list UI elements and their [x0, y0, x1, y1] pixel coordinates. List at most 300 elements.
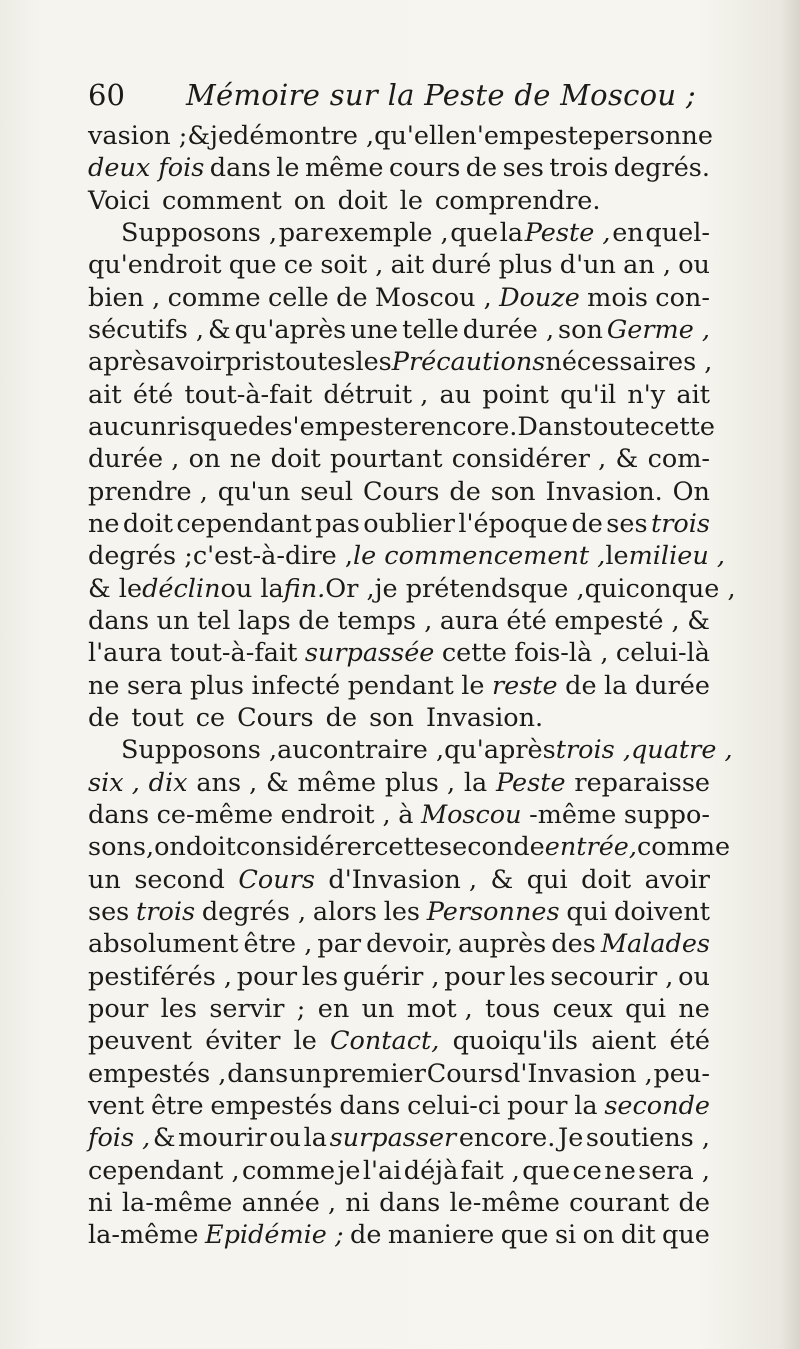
word: qu'un	[217, 476, 291, 507]
word: toute	[582, 411, 650, 442]
word: telle	[402, 314, 459, 345]
word: de	[565, 670, 597, 701]
word: on	[293, 185, 326, 216]
word: au	[439, 379, 472, 410]
text-line	[88, 928, 710, 960]
text-line	[88, 1025, 710, 1057]
word: son	[558, 314, 603, 345]
word: vent	[88, 1090, 145, 1121]
word: contraire ,	[308, 735, 445, 766]
word: pour	[236, 961, 298, 992]
word: ne	[604, 1155, 636, 1186]
italic-word: Germe ,	[606, 314, 710, 345]
word: ou	[678, 961, 710, 992]
word: peu-	[653, 1058, 710, 1089]
running-title: Mémoire sur la Peste de Moscou ;	[186, 78, 696, 112]
word: plus	[498, 250, 553, 281]
text-line	[88, 1058, 710, 1090]
body-text	[88, 120, 736, 1251]
word: les	[383, 896, 421, 927]
word: endroit ,	[280, 799, 391, 830]
italic-word: Malades	[600, 929, 710, 960]
word: &	[152, 1123, 176, 1154]
word: On	[672, 476, 710, 507]
word: cette	[649, 411, 715, 442]
text-line	[88, 540, 725, 572]
word: de	[465, 153, 498, 184]
word: des	[551, 929, 596, 960]
word: &	[266, 767, 289, 798]
italic-word: Contact,	[330, 1026, 440, 1057]
word: de	[336, 282, 368, 313]
word: auprès	[457, 929, 547, 960]
word: aucun	[88, 411, 167, 442]
word: ait	[88, 379, 122, 410]
word: les	[509, 961, 546, 992]
word: dans	[88, 605, 150, 636]
word: même	[304, 153, 384, 184]
text-line	[88, 346, 713, 378]
word: sera	[126, 670, 183, 701]
word: mot ,	[406, 993, 473, 1024]
word: sera ,	[638, 1155, 710, 1186]
word: considérer ,	[451, 444, 607, 475]
word: la	[574, 1090, 598, 1121]
word: aient	[591, 1026, 657, 1057]
word: être ,	[243, 929, 313, 960]
word: durée ,	[88, 444, 180, 475]
word: l'ai	[362, 1155, 402, 1186]
word: dans	[209, 153, 271, 184]
word: son	[490, 476, 536, 507]
word: courant	[569, 1187, 670, 1218]
word: tout	[131, 702, 184, 733]
word: vasion ;	[88, 121, 188, 151]
word: éviter	[205, 1026, 281, 1057]
word: &	[687, 605, 710, 636]
italic-word: Cours	[238, 864, 315, 895]
word: déjà	[403, 1155, 459, 1186]
word: sons,	[88, 832, 155, 863]
word: ceux	[552, 993, 613, 1024]
italic-word: trois	[136, 896, 196, 927]
word: doit	[270, 444, 321, 475]
word: ne	[678, 993, 710, 1024]
word: oublier	[363, 508, 455, 539]
word: par	[317, 929, 362, 960]
word: que	[522, 1155, 571, 1186]
word: le	[293, 1026, 317, 1057]
word: pas	[315, 508, 360, 539]
word: Moscou ,	[374, 282, 492, 313]
word: mourir	[178, 1123, 267, 1154]
word: de	[298, 605, 330, 636]
text-line	[88, 1090, 710, 1122]
word: qui	[566, 896, 608, 927]
text-line	[88, 896, 710, 928]
text-line	[88, 314, 710, 346]
word: com-	[647, 444, 710, 475]
word: seconde	[439, 832, 545, 863]
word: tel	[196, 605, 231, 636]
word: prendre ,	[88, 476, 208, 507]
word: Supposons ,	[121, 217, 278, 248]
word: s'empester	[279, 411, 421, 442]
word: qu'endroit	[88, 250, 222, 281]
word: ou	[678, 250, 710, 281]
word: en	[317, 993, 350, 1024]
italic-word: fin.	[283, 573, 326, 604]
word: degrés.	[613, 153, 710, 184]
word: une	[350, 314, 399, 345]
word: le-même	[449, 1187, 560, 1218]
text-line	[88, 411, 715, 443]
word: la-même	[121, 1187, 233, 1218]
word: comme	[637, 832, 731, 863]
word: second	[134, 864, 225, 895]
word: & le	[88, 573, 143, 604]
word: de	[350, 1220, 382, 1251]
word: que	[662, 1220, 710, 1251]
word: &	[187, 121, 211, 151]
word: Je	[557, 1123, 584, 1154]
word: ce	[572, 1155, 602, 1186]
word: durée ,	[462, 314, 555, 345]
word: encore.	[420, 411, 518, 442]
word: bien ,	[88, 282, 161, 313]
word: ait	[676, 379, 710, 410]
word: de	[325, 702, 358, 733]
word: doit	[337, 185, 388, 216]
italic-word: Personnes	[426, 896, 560, 927]
word: Invasion.	[545, 476, 663, 507]
word: dans	[339, 1090, 401, 1121]
word: pris	[225, 347, 275, 378]
word: de	[571, 508, 603, 539]
word: duré	[431, 250, 492, 281]
word: empestés	[210, 1090, 333, 1121]
italic-word: Douze	[499, 282, 580, 313]
word: l'époque	[458, 508, 569, 539]
word: an ,	[623, 250, 671, 281]
text-line	[88, 993, 710, 1025]
word: même	[297, 767, 377, 798]
word: je	[210, 121, 234, 151]
word: qu'après	[234, 314, 347, 345]
italic-word: surpasser	[329, 1123, 457, 1154]
text-line	[88, 217, 710, 249]
word: la	[463, 767, 488, 798]
italic-word: quatre ,	[630, 735, 733, 766]
word: être	[150, 1090, 204, 1121]
word: Dans	[517, 411, 583, 442]
word: quel-	[645, 217, 710, 248]
italic-word: Précautions	[391, 347, 546, 378]
word: toutes	[274, 347, 356, 378]
italic-word: surpassée	[304, 638, 435, 669]
word: secourir ,	[550, 961, 674, 992]
text-line	[88, 1122, 710, 1154]
italic-word: Peste	[496, 767, 566, 798]
word: risque	[166, 411, 249, 442]
word: de	[248, 411, 280, 442]
word: considérer	[235, 832, 375, 863]
word: cette	[374, 832, 440, 863]
word: Supposons ,	[121, 735, 278, 766]
word: cours	[388, 153, 461, 184]
word: de	[88, 702, 120, 733]
word: &	[615, 444, 639, 475]
word: sécutifs ,	[88, 314, 205, 345]
word: année ,	[241, 1187, 337, 1218]
word: temps ,	[337, 605, 433, 636]
word: par	[278, 217, 323, 248]
word: pestiférés ,	[88, 961, 233, 992]
italic-word: Epidémie ;	[204, 1220, 344, 1251]
word: tous	[485, 993, 541, 1024]
word: absolument	[88, 929, 239, 960]
word: je prétends	[374, 573, 521, 604]
word: Cours	[426, 1058, 504, 1089]
word: celui-là	[615, 638, 710, 669]
word: dans	[379, 1187, 441, 1218]
word: ni	[345, 1187, 370, 1218]
word: tout-à-fait	[184, 379, 313, 410]
word: qu'après	[444, 735, 556, 766]
word: un	[156, 605, 190, 636]
word: peuvent	[88, 1026, 193, 1057]
word: ce	[195, 702, 226, 733]
word: un	[361, 993, 395, 1024]
word: avoir	[159, 347, 226, 378]
word: on	[582, 1220, 615, 1251]
word: cependant ,	[88, 1155, 240, 1186]
word: celle	[268, 282, 329, 313]
word: comme	[242, 1155, 336, 1186]
word: un	[289, 1058, 322, 1089]
word: les	[160, 993, 197, 1024]
word: Or ,	[325, 573, 375, 604]
word: d'Invasion ,	[504, 1058, 653, 1089]
word: alors	[312, 896, 377, 927]
text-line	[88, 831, 731, 863]
text-line	[88, 637, 710, 669]
text-line	[88, 734, 733, 766]
text-line	[88, 1187, 710, 1219]
word: ;	[296, 993, 306, 1024]
word: plus	[190, 670, 245, 701]
word: Cours	[237, 702, 314, 733]
italic-word: dix	[148, 767, 188, 798]
word: Cours	[362, 476, 440, 507]
word: qui	[625, 993, 667, 1024]
word: on	[154, 832, 186, 863]
word: la-même	[88, 1220, 199, 1251]
word: durée	[634, 670, 710, 701]
italic-word: trois	[650, 508, 710, 539]
word: le	[276, 153, 300, 184]
word: point	[482, 379, 549, 410]
word: comprendre.	[434, 185, 601, 216]
text-line	[88, 379, 710, 411]
word: dans	[88, 799, 150, 830]
word: que	[500, 1220, 549, 1251]
word: empestés ,	[88, 1058, 227, 1089]
word: ou la	[220, 573, 284, 604]
word: seul	[300, 476, 354, 507]
text-line	[88, 282, 710, 314]
text-line	[88, 767, 710, 799]
italic-word: entrée,	[544, 832, 637, 863]
word: aura	[439, 605, 499, 636]
word: doit	[185, 832, 236, 863]
word: démontre ,	[233, 121, 375, 151]
word: exemple ,	[324, 217, 449, 248]
word: l'aura	[88, 638, 163, 669]
word: le	[461, 670, 485, 701]
word: ou	[269, 1123, 302, 1154]
word: laps	[237, 605, 291, 636]
word: ne	[88, 508, 120, 539]
text-line	[88, 961, 710, 993]
italic-word: Moscou	[420, 799, 522, 830]
italic-word: fois ,	[88, 1123, 151, 1154]
word: &	[490, 864, 514, 895]
word: ses	[606, 508, 648, 539]
italic-word: deux fois	[88, 153, 205, 184]
word: trois	[549, 153, 609, 184]
word: que ,	[520, 573, 585, 604]
word: ses	[88, 896, 130, 927]
word: empesté ,	[554, 605, 680, 636]
text-line	[88, 799, 710, 831]
word: devoir,	[366, 929, 453, 960]
word: fois-là ,	[514, 638, 609, 669]
word: la	[604, 670, 628, 701]
word: après	[88, 347, 160, 378]
word: pendant	[347, 670, 454, 701]
text-line	[88, 476, 710, 508]
italic-word: trois ,	[555, 735, 631, 766]
word: mois	[587, 282, 648, 313]
text-line	[88, 573, 736, 605]
word: de	[678, 1187, 710, 1218]
word: personne	[592, 121, 713, 151]
word: les	[301, 961, 339, 992]
word: ni	[88, 1187, 113, 1218]
word: ce	[283, 250, 314, 281]
text-line	[88, 508, 710, 540]
text-line	[88, 864, 710, 896]
word: si	[554, 1220, 577, 1251]
word: soit ,	[320, 250, 384, 281]
italic-word: le commencement ,	[352, 541, 606, 572]
text-line	[88, 1219, 710, 1251]
word: que	[228, 250, 277, 281]
word: degrés ,	[201, 896, 307, 927]
word: que	[450, 217, 499, 248]
word: suppo-	[623, 799, 710, 830]
italic-word: déclin	[142, 573, 221, 604]
word: premier	[322, 1058, 426, 1089]
word: le	[399, 185, 423, 216]
text-line	[88, 670, 710, 702]
word: été	[132, 379, 174, 410]
word: ne	[229, 444, 262, 475]
text-line	[88, 152, 710, 184]
word: infecté	[251, 670, 341, 701]
word: fait ,	[460, 1155, 520, 1186]
word: reparaisse	[574, 767, 710, 798]
word: degrés ;	[88, 541, 193, 572]
word: comme	[167, 282, 261, 313]
word: soutiens ,	[585, 1123, 710, 1154]
word: c'est-à-dire ,	[192, 541, 353, 572]
word: doit	[581, 864, 632, 895]
word: un	[88, 864, 121, 895]
word: plus ,	[384, 767, 456, 798]
word: con-	[655, 282, 710, 313]
word: &	[207, 314, 231, 345]
word: encore.	[458, 1123, 556, 1154]
word: au	[277, 735, 309, 766]
text-line	[88, 605, 710, 637]
word: la	[303, 1123, 327, 1154]
word: dit	[620, 1220, 656, 1251]
word: celui-ci	[407, 1090, 501, 1121]
word: qui	[526, 864, 568, 895]
word: été	[669, 1026, 710, 1057]
word: Voici	[88, 185, 151, 216]
italic-word: reste	[491, 670, 558, 701]
word: la	[499, 217, 524, 248]
word: cette	[441, 638, 507, 669]
word: ne	[88, 670, 120, 701]
word: n'empeste	[460, 121, 593, 151]
word: d'Invasion ,	[328, 864, 478, 895]
word: maniere	[387, 1220, 495, 1251]
word: pour	[444, 961, 505, 992]
word: ses	[502, 153, 544, 184]
word: ce-même	[156, 799, 274, 830]
word: de	[449, 476, 481, 507]
word: nécessaires ,	[545, 347, 713, 378]
word: pourtant	[330, 444, 443, 475]
word: je	[337, 1155, 361, 1186]
word: quoiqu'ils	[452, 1026, 578, 1057]
page-number: 60	[88, 78, 125, 112]
word: comment	[162, 185, 282, 216]
word: Invasion.	[425, 702, 544, 733]
word: doit	[122, 508, 173, 539]
word: qu'elle	[374, 121, 461, 151]
text-line	[88, 249, 710, 281]
text-line	[88, 443, 710, 475]
text-line	[88, 120, 713, 152]
italic-word: six ,	[88, 767, 140, 798]
word: en	[612, 217, 644, 248]
text-line	[88, 1155, 710, 1187]
word: le	[605, 541, 629, 572]
word: guérir ,	[342, 961, 440, 992]
word: pour	[88, 993, 149, 1024]
word: avoir	[644, 864, 710, 895]
word: -même	[529, 799, 617, 830]
word: cependant	[176, 508, 312, 539]
word: qu'il	[560, 379, 617, 410]
word: ans ,	[196, 767, 258, 798]
text-line	[88, 185, 710, 217]
